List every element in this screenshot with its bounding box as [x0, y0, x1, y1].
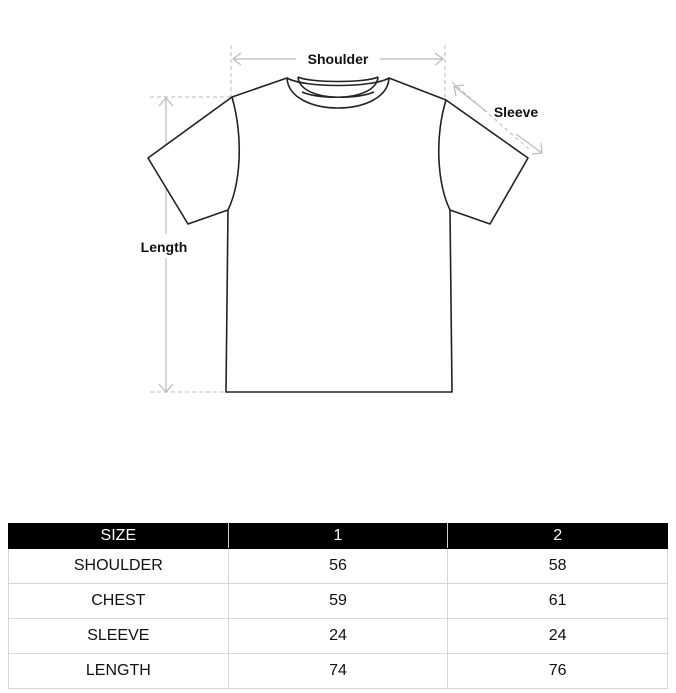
cell-value: 76	[448, 654, 668, 689]
cell-value: 74	[228, 654, 448, 689]
cell-value: 24	[228, 619, 448, 654]
cell-value: 58	[448, 549, 668, 584]
row-label: CHEST	[9, 584, 229, 619]
row-label: SLEEVE	[9, 619, 229, 654]
table-row	[9, 654, 668, 689]
table-row	[9, 549, 668, 584]
cell-value: 56	[228, 549, 448, 584]
table-header-row	[9, 524, 668, 549]
cell-value: 61	[448, 584, 668, 619]
tshirt-outline	[148, 77, 528, 392]
sleeve-label: Sleeve	[493, 104, 539, 120]
shoulder-label: Shoulder	[307, 51, 369, 67]
length-label: Length	[140, 239, 188, 255]
cell-value: 24	[448, 619, 668, 654]
row-label: SHOULDER	[9, 549, 229, 584]
size-chart-table	[8, 523, 668, 689]
table-row	[9, 619, 668, 654]
row-label: LENGTH	[9, 654, 229, 689]
header-size-1: 1	[228, 524, 448, 549]
header-size: SIZE	[9, 524, 229, 549]
table-row	[9, 584, 668, 619]
cell-value: 59	[228, 584, 448, 619]
header-size-2: 2	[448, 524, 668, 549]
